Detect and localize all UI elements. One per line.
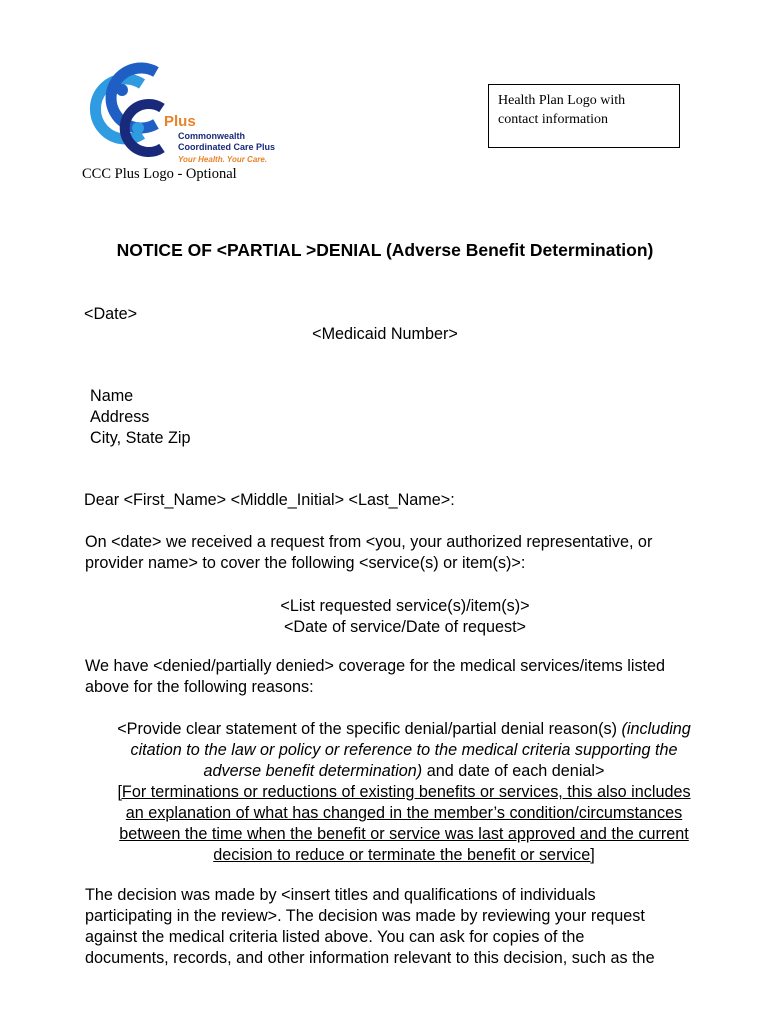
requested-date-line: <Date of service/Date of request>: [283, 618, 527, 636]
logo-line2: Coordinated Care Plus: [178, 142, 276, 152]
health-plan-logo-box: [488, 84, 680, 148]
paragraph-line: against the medical criteria listed above. You can ask for copies of the: [85, 928, 585, 946]
paragraph-request: [85, 532, 725, 574]
notice-title: NOTICE OF <PARTIAL >DENIAL (Adverse Benefit Determination): [116, 240, 654, 260]
address-name: Name: [90, 387, 134, 405]
paragraph-line: On <date> we received a request from <you, your authorized representative, or: [85, 533, 653, 551]
requested-items: [0, 596, 770, 638]
reason-italic-text: (including: [621, 720, 691, 738]
medicaid-number: <Medicaid Number>: [312, 325, 458, 343]
paragraph-denial: [85, 656, 725, 698]
termination-note-line: decision to reduce or terminate the benefit or service]: [213, 846, 595, 864]
paragraph-line: above for the following reasons:: [85, 678, 314, 696]
logo-tagline: Your Health. Your Care.: [178, 155, 268, 164]
paragraph-line: documents, records, and other information relevant to this decision, such as the: [85, 949, 655, 967]
reason-line-2: [88, 740, 720, 761]
termination-note-line: between the time when the benefit or service was last approved and the current: [119, 825, 689, 843]
paragraph-line: The decision was made by <insert titles and qualifications of individuals: [85, 886, 596, 904]
ccc-plus-logo: [78, 62, 288, 170]
address-block: [90, 386, 190, 449]
termination-note-line: an explanation of what has changed in the member’s condition/circumstances: [125, 804, 683, 822]
health-plan-box-line2: contact information: [498, 112, 609, 127]
logo-rings: [95, 68, 162, 152]
address-street: Address: [90, 408, 150, 426]
reason-italic-text: adverse benefit determination): [203, 762, 423, 780]
paragraph-line: participating in the review>. The decision was made by reviewing your request: [85, 907, 645, 925]
paragraph-line: We have <denied/partially denied> coverage for the medical services/items listed: [85, 657, 666, 675]
paragraph-line: provider name> to cover the following <service(s) or item(s)>:: [85, 554, 526, 572]
reason-line-3: [88, 761, 720, 782]
reason-text: and date of each denial>: [422, 762, 605, 780]
logo-line1: Commonwealth: [178, 131, 246, 141]
date-placeholder: <Date>: [84, 305, 138, 323]
logo-caption: CCC Plus Logo - Optional: [82, 166, 237, 182]
reason-line-1: [88, 719, 720, 740]
salutation: Dear <First_Name> <Middle_Initial> <Last_Name>:: [84, 491, 455, 509]
requested-service-line: <List requested service(s)/item(s)>: [280, 597, 530, 615]
denial-reason-block: [88, 719, 720, 866]
health-plan-box-line1: Health Plan Logo with: [498, 93, 626, 108]
paragraph-decision: [85, 885, 725, 969]
reason-italic-text: citation to the law or policy or reference to the medical criteria supporting the: [130, 741, 678, 759]
reason-text: <Provide clear statement of the specific denial/partial denial reason(s): [117, 720, 622, 738]
address-city-state-zip: City, State Zip: [90, 429, 191, 447]
logo-brand: Plus: [164, 113, 196, 130]
termination-note-line: [For terminations or reductions of existing benefits or services, this also includes: [117, 783, 691, 801]
